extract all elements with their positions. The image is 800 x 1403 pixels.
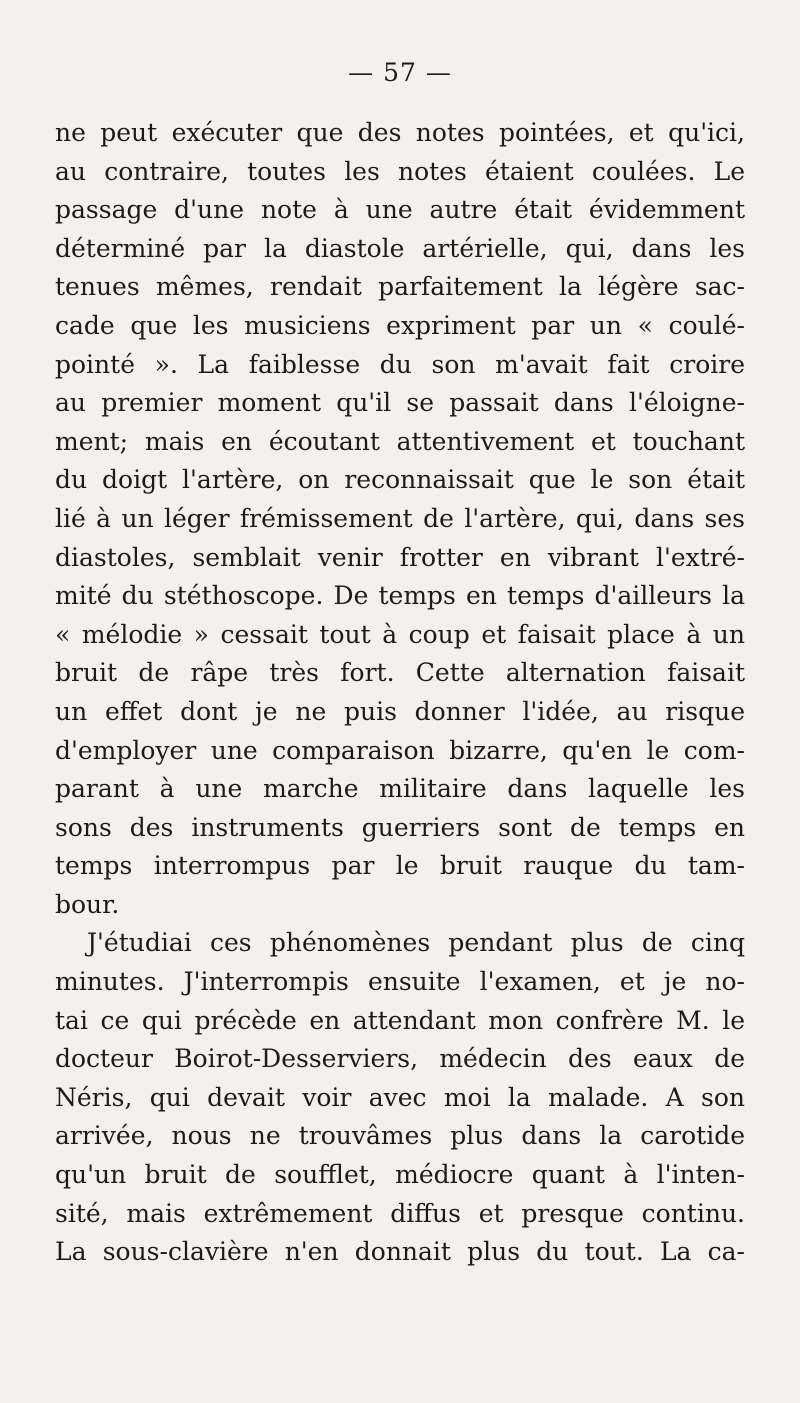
text-line: mité du stéthoscope. De temps en temps d'ailleurs la <box>55 581 745 611</box>
text-line: pointé ». La faiblesse du son m'avait fait croire <box>55 349 745 379</box>
text-line: au premier moment qu'il se passait dans l'éloigne- <box>55 388 745 418</box>
text-line: lié à un léger frémissement de l'artère, qui, dans ses <box>55 503 745 533</box>
text-line: minutes. J'interrompis ensuite l'examen, et je no- <box>55 967 745 997</box>
text-line: J'étudiai ces phénomènes pendant plus de cinq <box>87 928 745 958</box>
text-line: bour. <box>55 889 120 919</box>
text-line: tai ce qui précède en attendant mon confrère M. le <box>55 1005 745 1035</box>
text-line: bruit de râpe très fort. Cette alternation faisait <box>55 658 745 688</box>
text-line: sons des instruments guerriers sont de temps en <box>55 812 745 842</box>
text-line: passage d'une note à une autre était évidemment <box>55 195 745 225</box>
text-line: ne peut exécuter que des notes pointées, et qu'ici, <box>55 118 745 147</box>
text-line: qu'un bruit de soufflet, médiocre quant à l'inten- <box>55 1160 745 1190</box>
text-line: cade que les musiciens expriment par un « coulé- <box>55 310 745 340</box>
text-line: arrivée, nous ne trouvâmes plus dans la carotide <box>55 1121 745 1151</box>
text-line: au contraire, toutes les notes étaient coulées. Le <box>55 156 745 186</box>
text-line: temps interrompus par le bruit rauque du tam- <box>55 851 745 881</box>
text-line: du doigt l'artère, on reconnaissait que le son était <box>55 465 745 495</box>
text-line: docteur Boirot-Desserviers, médecin des eaux de <box>55 1044 745 1074</box>
text-line: « mélodie » cessait tout à coup et faisait place à un <box>55 619 745 649</box>
text-line: diastoles, semblait venir frotter en vibrant l'extré- <box>55 542 745 572</box>
body-text <box>55 114 745 1272</box>
text-line: d'employer une comparaison bizarre, qu'en le com- <box>55 735 745 765</box>
text-line: Néris, qui devait voir avec moi la malade. A son <box>55 1082 745 1112</box>
text-line: sité, mais extrêmement diffus et presque continu. <box>55 1198 745 1228</box>
text-line: un effet dont je ne puis donner l'idée, au risque <box>55 696 745 726</box>
text-line: déterminé par la diastole artérielle, qui, dans les <box>55 233 745 263</box>
page-number: — 57 — <box>348 58 452 87</box>
text-line: ment; mais en écoutant attentivement et touchant <box>55 426 745 456</box>
text-line: La sous-clavière n'en donnait plus du tout. La ca- <box>55 1237 745 1267</box>
text-line: parant à une marche militaire dans laquelle les <box>55 774 745 804</box>
text-line: tenues mêmes, rendait parfaitement la légère sac- <box>55 272 745 302</box>
